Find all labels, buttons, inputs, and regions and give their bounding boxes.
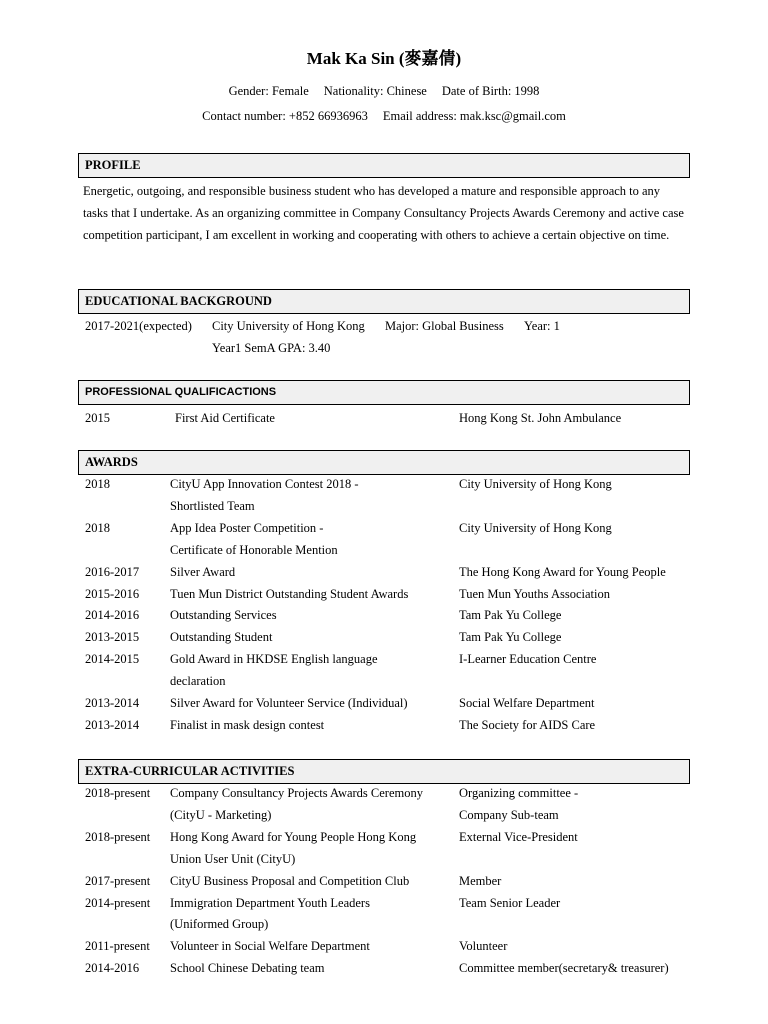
row-year: 2013-2014 [85, 696, 140, 710]
row-organization: Team Senior Leader [459, 895, 561, 910]
row-title: Union User Unit (CityU) [170, 851, 296, 866]
gender: Gender: Female [228, 84, 309, 98]
row-title: Tuen Mun District Outstanding Student Awards [170, 586, 409, 601]
row-title: Certificate of Honorable Mention [170, 542, 338, 557]
row-year: 2014-present [85, 895, 151, 910]
section-heading-profile: PROFILE [78, 153, 690, 178]
row-organization: Tam Pak Yu College [459, 608, 562, 623]
section-heading-qualifications: PROFESSIONAL QUALIFICACTIONS [78, 380, 690, 405]
row-title: Shortlisted Team [170, 498, 255, 513]
row-title: App Idea Poster Competition - [170, 520, 324, 535]
row-title: Gold Award in HKDSE English language [170, 652, 378, 667]
row-organization: The Hong Kong Award for Young People [459, 564, 666, 579]
candidate-name: Mak Ka Sin (麥嘉倩) [306, 49, 462, 68]
section-heading-activities: EXTRA-CURRICULAR ACTIVITIES [78, 759, 690, 784]
row-title: Volunteer in Social Welfare Department [170, 939, 370, 954]
row-organization: The Society for AIDS Care [459, 717, 596, 732]
education-period: 2017-2021(expected) [85, 319, 192, 333]
row-year: 2015 [85, 411, 110, 425]
row-title: Finalist in mask design contest [170, 717, 325, 732]
row-year: 2013-2015 [85, 630, 140, 645]
section-heading-awards: AWARDS [78, 450, 690, 475]
row-organization: Tuen Mun Youths Association [459, 586, 610, 601]
education-major: Major: Global Business [385, 319, 504, 333]
row-title: CityU Business Proposal and Competition Club [170, 873, 410, 888]
row-title: (Uniformed Group) [170, 917, 269, 932]
row-organization: Organizing committee - [459, 786, 579, 800]
date-of-birth: Date of Birth: 1998 [441, 84, 540, 98]
row-title: Hong Kong Award for Young People Hong Kong [170, 829, 417, 844]
row-organization: Hong Kong St. John Ambulance [459, 411, 622, 425]
row-title: Immigration Department Youth Leaders [170, 895, 370, 910]
email-address: Email address: mak.ksc@gmail.com [382, 109, 566, 123]
row-year: 2018 [85, 520, 110, 535]
row-year: 2011-present [85, 939, 150, 954]
row-organization: City University of Hong Kong [459, 477, 612, 491]
row-organization: Member [459, 873, 502, 888]
row-year: 2014-2016 [85, 608, 140, 623]
row-organization: External Vice-President [459, 829, 578, 844]
nationality: Nationality: Chinese [323, 84, 427, 98]
section-heading-education: EDUCATIONAL BACKGROUND [78, 289, 690, 314]
row-title: (CityU - Marketing) [170, 807, 272, 822]
row-organization: City University of Hong Kong [459, 520, 612, 535]
profile-text: Energetic, outgoing, and responsible business student who has developed a mature and responsible approach to any tasks that I undertake. As an organizing committee in Company Consultancy Projects Awards Ceremony and active case competition participant, I am excellent in working and cooperating with others to achieve a certain objective on time. [83, 184, 684, 242]
row-organization: I-Learner Education Centre [459, 652, 597, 667]
row-title: CityU App Innovation Contest 2018 - [170, 477, 359, 491]
row-title: Outstanding Services [170, 608, 277, 623]
row-year: 2015-2016 [85, 586, 140, 601]
education-year: Year: 1 [524, 319, 560, 333]
row-year: 2018-present [85, 786, 151, 800]
row-title: Silver Award for Volunteer Service (Individual) [170, 696, 408, 710]
row-title: declaration [170, 674, 226, 689]
row-year: 2018 [85, 477, 110, 491]
row-organization: Company Sub-team [459, 807, 559, 822]
row-year: 2016-2017 [85, 564, 140, 579]
contact-info-line [0, 109, 768, 124]
row-title: Silver Award [170, 564, 236, 579]
education-gpa: Year1 SemA GPA: 3.40 [212, 341, 331, 355]
row-title: First Aid Certificate [175, 411, 275, 425]
row-year: 2017-present [85, 873, 151, 888]
row-year: 2013-2014 [85, 717, 140, 732]
row-year: 2018-present [85, 829, 151, 844]
education-school: City University of Hong Kong [212, 319, 365, 333]
contact-number: Contact number: +852 66936963 [202, 109, 368, 123]
personal-info-line [0, 84, 768, 99]
row-title: Company Consultancy Projects Awards Ceremony [170, 786, 423, 800]
row-year: 2014-2016 [85, 961, 140, 976]
row-organization: Volunteer [459, 939, 508, 954]
row-organization: Social Welfare Department [459, 696, 595, 710]
row-year: 2014-2015 [85, 652, 140, 667]
row-title: School Chinese Debating team [170, 961, 325, 976]
row-title: Outstanding Student [170, 630, 273, 645]
row-organization: Tam Pak Yu College [459, 630, 562, 645]
row-organization: Committee member(secretary& treasurer) [459, 961, 669, 976]
